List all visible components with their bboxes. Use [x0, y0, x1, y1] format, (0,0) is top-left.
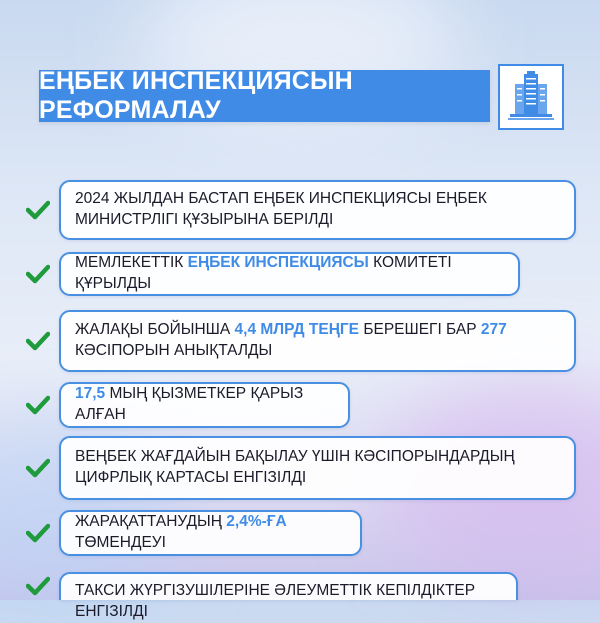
check-icon	[25, 520, 51, 546]
list-item-text: МЕМЛЕКЕТТІК	[75, 254, 188, 272]
highlight-text: 17,5	[75, 385, 106, 403]
list-item	[25, 510, 362, 556]
list-item-text: ЖАРАҚАТТАНУДЫҢ	[75, 513, 227, 531]
ministry-logo	[498, 64, 564, 130]
list-item-text: МЫҢ ҚЫЗМЕТКЕР ҚАРЫЗ АЛҒАН	[75, 385, 304, 423]
check-icon	[25, 328, 51, 354]
list-item-text: КӘСІПОРЫН АНЫҚТАЛДЫ	[75, 342, 273, 359]
list-item-text: 2024 ЖЫЛДАН БАСТАП ЕҢБЕК ИНСПЕКЦИЯСЫ ЕҢБЕК МИНИСТРЛІГІ ҚҰЗЫРЫНА БЕРІЛДІ	[75, 190, 487, 228]
page-title: ЕҢБЕК ИНСПЕКЦИЯСЫН РЕФОРМАЛАУ	[39, 70, 490, 122]
list-item-text: ТӨМЕНДЕУІ	[75, 534, 166, 551]
list-item-text: БЕРЕШЕГІ БАР	[359, 321, 481, 339]
check-icon	[25, 573, 51, 599]
highlight-text: ЕҢБЕК ИНСПЕКЦИЯСЫ	[187, 254, 369, 272]
list-item-card	[59, 310, 576, 372]
ministry-building-icon	[506, 70, 556, 124]
check-icon	[25, 261, 51, 287]
list-item-card	[59, 510, 362, 556]
list-item	[25, 382, 350, 428]
check-icon	[25, 455, 51, 481]
list-item-card	[59, 252, 520, 296]
list-item-card	[59, 572, 518, 620]
list-item-card	[59, 436, 576, 500]
list-item	[25, 180, 576, 240]
check-icon	[25, 392, 51, 418]
list-item	[25, 436, 576, 500]
highlight-text: 2,4%-ҒА	[226, 513, 287, 531]
highlight-text: 277	[480, 321, 507, 339]
check-icon	[25, 197, 51, 223]
highlight-text: 4,4 МЛРД ТЕҢГЕ	[234, 321, 360, 339]
list-item-text: КОМИТЕТІ ҚҰРЫЛДЫ	[75, 254, 452, 292]
list-item-text: ТАКСИ ЖҮРГІЗУШІЛЕРІНЕ ӘЛЕУМЕТТІК КЕПІЛДІКТЕР ЕНГІЗІЛДІ	[75, 582, 476, 620]
list-item	[25, 310, 576, 372]
list-item-text: ЖАЛАҚЫ БОЙЫНША	[75, 321, 235, 339]
list-item	[25, 572, 518, 620]
list-item-text: ВЕҢБЕК ЖАҒДАЙЫН БАҚЫЛАУ ҮШІН КӘСІПОРЫНДАРДЫҢ ЦИФРЛЫҚ КАРТАСЫ ЕНГІЗІЛДІ	[75, 448, 515, 486]
list-item-card	[59, 180, 576, 240]
list-item-card	[59, 382, 350, 428]
list-item	[25, 252, 520, 296]
